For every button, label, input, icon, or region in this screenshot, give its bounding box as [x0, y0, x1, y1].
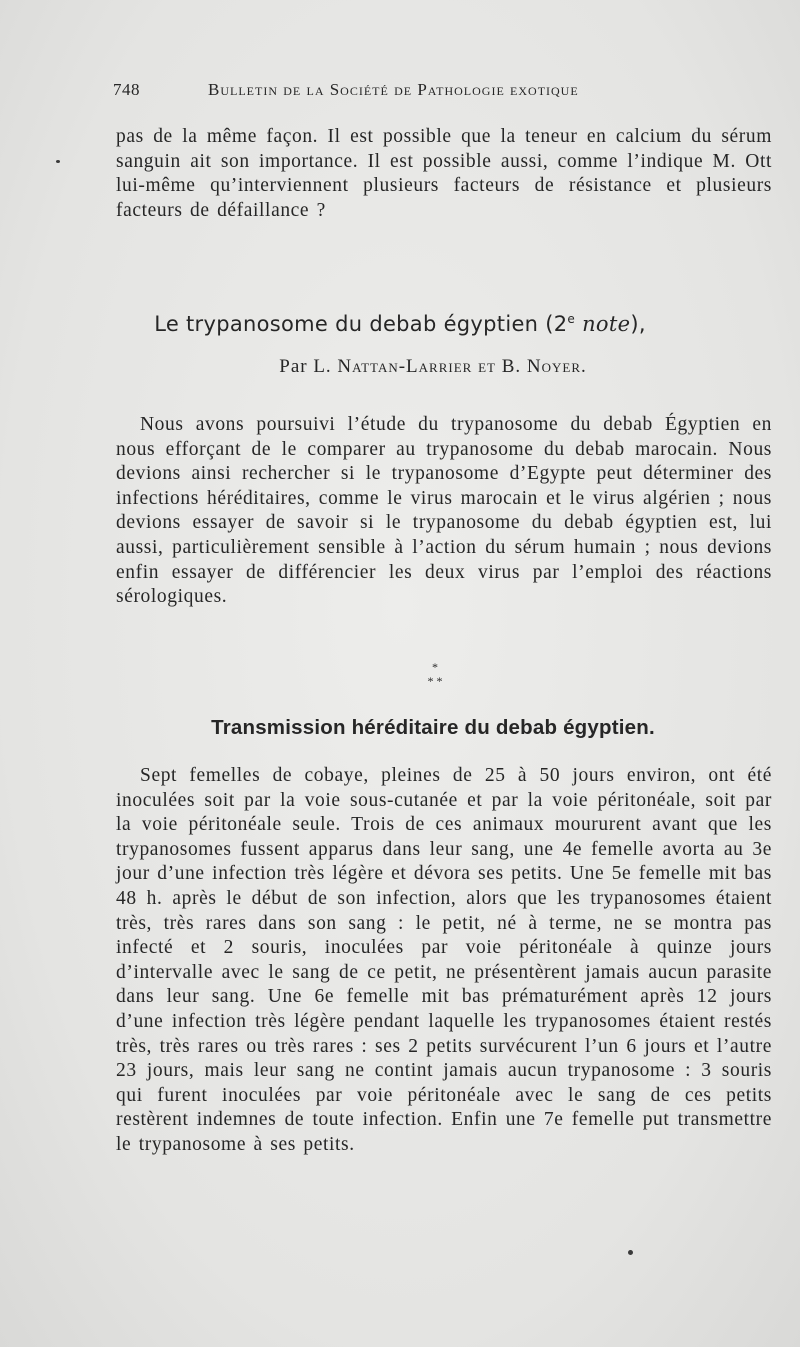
authors-line	[0, 356, 800, 378]
article-title-text: Le trypanosome du debab égyptien	[154, 312, 539, 336]
note-superscript: e	[567, 312, 576, 326]
running-title: Bulletin de la Société de Pathologie exotique	[208, 80, 579, 99]
paragraph-continuation: pas de la même façon. Il est possible que la teneur en calcium du sérum sanguin ait son importance. Il est possible aussi, comme l’indique M. Ott lui-même qu’interviennent plusieurs facteurs de résistance et plusieurs facteurs de défaillance ?	[116, 126, 772, 221]
ink-speck	[628, 1250, 633, 1255]
ink-speck	[56, 160, 60, 163]
authors-prefix: Par	[279, 356, 314, 377]
section-title: Transmission héréditaire du debab égyptien.	[211, 716, 655, 739]
page-header	[113, 80, 673, 100]
note-open: (2	[538, 312, 568, 336]
note-close: ),	[630, 312, 646, 336]
asterism-bottom: * *	[427, 674, 443, 688]
asterism-divider	[420, 660, 450, 694]
paragraph-intro: Nous avons poursuivi l’étude du trypanosome du debab Égyptien en nous efforçant de le comparer au trypanosome du debab marocain. Nous devions ainsi rechercher si le trypanosome d’Egypte peut déterminer des infections héréditaires, comme le virus marocain et le virus algérien ; nous devions essayer de savoir si le trypanosome du debab égyptien est, lui aussi, particulièrement sensible à l’action du sérum humain ; nous devions enfin essayer de différencier les deux virus par l’emploi des réactions sérologiques.	[116, 414, 772, 608]
note-word: note	[575, 312, 631, 336]
authors-names: L. Nattan-Larrier et B. Noyer.	[313, 356, 587, 377]
paragraph-transmission: Sept femelles de cobaye, pleines de 25 à 50 jours environ, ont été inoculées soit par la voie sous-cutanée et par la voie péritonéale, soit par la voie péritonéale seule. Trois de ces animaux moururent avant que les trypanosomes fussent apparus dans leur sang, une 4e femelle avorta au 3e jour d’une infection très légère et dévora ses petits. Une 5e femelle mit bas 48 h. après le début de son infection, alors que les trypanosomes étaient très, très rares dans son sang : le petit, né à terme, ne se montra pas infecté et 2 souris, inoculées par voie péritonéale à quinze jours d’intervalle avec le sang de ce petit, ne présentèrent jamais aucun parasite dans leur sang. Une 6e femelle mit bas prématurément après 12 jours d’une infection très légère pendant laquelle les trypanosomes étaient restés très, très rares ou très rares : ses 2 petits survécurent l’un 6 jours et l’autre 23 jours, mais leur sang ne contint jamais aucun trypanosome : 3 souris qui furent inoculées par voie péritonéale avec le sang de ces petits restèrent indemnes de toute infection. Enfin une 7e femelle put transmettre le trypanosome à ses petits.	[116, 765, 772, 1155]
asterism-top: *	[432, 660, 438, 674]
page-number: 748	[113, 80, 140, 99]
article-title	[0, 312, 800, 336]
